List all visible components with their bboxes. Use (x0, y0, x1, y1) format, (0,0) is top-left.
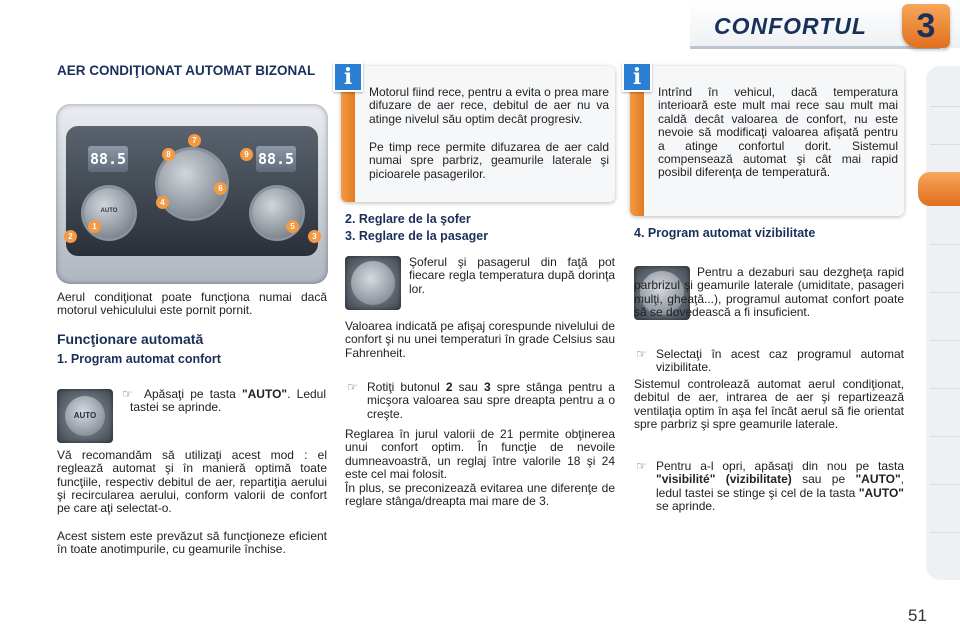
intro-text: Aerul condiţionat poate funcţiona numai dacă motorul vehiculului este pornit pornit. (57, 290, 327, 318)
pointer-icon: ☞ (636, 459, 647, 473)
callout-1: 1 (88, 220, 101, 233)
chapter-tab (930, 76, 960, 107)
auto-button-label: AUTO (73, 411, 97, 420)
callout-4: 4 (156, 196, 169, 209)
system-control-text: Sistemul controlează automat aerul condiţionat, debitul de aer, intrarea de aer şi repartizează ventilaţia optim în aşa fel încât aerul să fie orientat spre parbriz şi spre geamurile laterale. (634, 377, 904, 431)
chapter-tab (930, 454, 960, 485)
chapter-tab (930, 406, 960, 437)
auto-button-photo (57, 389, 113, 443)
bullet-stop-key-auto-2: "AUTO" (858, 485, 904, 500)
pointer-icon: ☞ (636, 347, 647, 361)
item-2-title: 2. Reglare de la şofer (345, 212, 471, 226)
optimal-setting-text: Reglarea în jurul valorii de 21 permite obţinerea unui confort optim. În funcţie de nevoile dumneavoastră, un reglaj între valorile 18 şi 24 este cel mai folosit. (345, 427, 615, 481)
chapter-tab (930, 262, 960, 293)
bullet-rotate-text-end: spre stânga pentru a micşora valoarea sau spre dreapta pentru a o creşte. (367, 380, 615, 421)
bullet-stop-key-visibility: "visibilité" (vizibilitate) (656, 472, 792, 487)
lcd-display-right: 88.5 (256, 146, 296, 172)
item-1-title: 1. Program automat confort (57, 352, 221, 366)
bullet-stop-visibility (636, 459, 904, 513)
info-icon: i (333, 62, 363, 92)
chapter-title: CONFORTUL (714, 13, 867, 39)
info-icon: i (622, 62, 652, 92)
chapter-badge (902, 4, 950, 48)
climate-panel-illustration (56, 104, 328, 284)
info-cold-engine-p2: Pe timp rece permite difuzarea de aer cald numai spre parbriz, geamurile laterale şi picioarele pasagerilor. (369, 140, 609, 181)
comfort-value-text: Valoarea indicată pe afişaj corespunde nivelului de confort şi nu unei temperaturi în grade Celsius sau Fahrenheit. (345, 319, 615, 360)
pointer-icon: ☞ (122, 387, 133, 401)
page-header (690, 0, 960, 56)
bullet-rotate-key-2: 2 (445, 380, 453, 394)
temperature-knob-photo (345, 256, 401, 310)
chapter-tab (930, 358, 960, 389)
bullet-select-visibility (636, 347, 904, 375)
defrost-paragraph: Pentru a dezaburi sau dezgheţa rapid parbrizul şi geamurile laterale (umiditate, pasageri mulţi, gheaţă...), programul automat confort poate să se dovedească a fi insuficient. (634, 265, 904, 319)
bullet-rotate-key-3: 3 (483, 380, 491, 394)
chapter-tab (930, 310, 960, 341)
item-3-title: 3. Reglare de la pasager (345, 229, 489, 243)
chapter-tabs (926, 66, 960, 580)
active-chapter-tab (918, 172, 960, 206)
item-4-title: 4. Program automat vizibilitate (634, 226, 816, 240)
bullet-auto-key: "AUTO" (241, 387, 288, 401)
bullet-stop-key-auto: "AUTO" (855, 472, 901, 487)
chapter-tab (930, 114, 960, 145)
recommendation-text: Vă recomandăm să utilizaţi acest mod : el reglează automat şi în manieră optimă toate funcţiile, respectiv debitul de aer, repartiţia aerului şi recircularea aerului, conform valorii de confort pe care aţi selectat-o. (57, 448, 327, 516)
bullet-stop-text-mid2: , ledul tastei se stinge şi cel de la tasta (656, 472, 904, 500)
auto-button (65, 396, 105, 436)
lcd-display-left: 88.5 (88, 146, 128, 172)
callout-2: 2 (64, 230, 77, 243)
subsection-title: Funcţionare automată (57, 331, 204, 347)
info-cold-engine-p1: Motorul fiind rece, pentru a evita o prea mare difuzare de aer rece, debitul de aer nu va atinge nivelul său optim decât progresiv. (369, 85, 609, 126)
auto-label: AUTO (100, 208, 118, 214)
pointer-icon: ☞ (347, 380, 358, 394)
info-box-cold-engine (341, 66, 615, 202)
bullet-auto-text-end: . Ledul tastei se aprinde. (130, 387, 327, 415)
chapter-number: 3 (916, 7, 936, 45)
bullet-auto (122, 387, 327, 415)
callout-8: 8 (162, 148, 175, 161)
bullet-auto-text: Apăsaţi pe tasta (144, 387, 242, 401)
section-title: AER CONDIŢIONAT AUTOMAT BIZONAL (57, 63, 316, 78)
difference-text: În plus, se preconizează evitarea une diferenţe de reglare stânga/dreapta mai mare de 3. (345, 481, 615, 509)
info-box-compensation (630, 66, 904, 216)
individual-temperature-text: Şoferul şi pasagerul din faţă pot fiecare regla temperatura după dorinţa lor. (409, 255, 615, 296)
bullet-stop-text-mid1: sau pe (791, 472, 856, 487)
chapter-tab (930, 214, 960, 245)
temperature-knob (351, 261, 395, 305)
bullet-stop-text: Pentru a-l opri, apăsaţi din nou pe tasta (656, 459, 904, 473)
chapter-tab (930, 502, 960, 533)
header-rule (690, 46, 940, 49)
callout-7: 7 (188, 134, 201, 147)
page-number: 51 (908, 606, 927, 625)
callout-3: 3 (308, 230, 321, 243)
bullet-rotate-text-mid: sau (452, 380, 484, 394)
callout-9: 9 (240, 148, 253, 161)
callout-6: 6 (214, 182, 227, 195)
bullet-rotate-text: Rotiţi butonul (367, 380, 446, 394)
bullet-select-visibility-text: Selectaţi în acest caz programul automat vizibilitate. (656, 347, 904, 375)
callout-5: 5 (286, 220, 299, 233)
bullet-rotate (347, 380, 615, 421)
bullet-stop-text-end: se aprinde. (656, 498, 716, 513)
season-text: Acest sistem este prevăzut să funcţioneze eficient în toate anotimpurile, cu geamurile închise. (57, 529, 327, 557)
info-compensation-text: Intrînd în vehicul, dacă temperatura interioară este mult mai rece sau mult mai caldă decât valoarea de confort, nu este nevoie să modificaţi valoarea afişată pentru a atinge confortul dorit. Sistemul compensează automat şi cât mai rapid posibil diferenţa de temperatură. (658, 85, 898, 180)
